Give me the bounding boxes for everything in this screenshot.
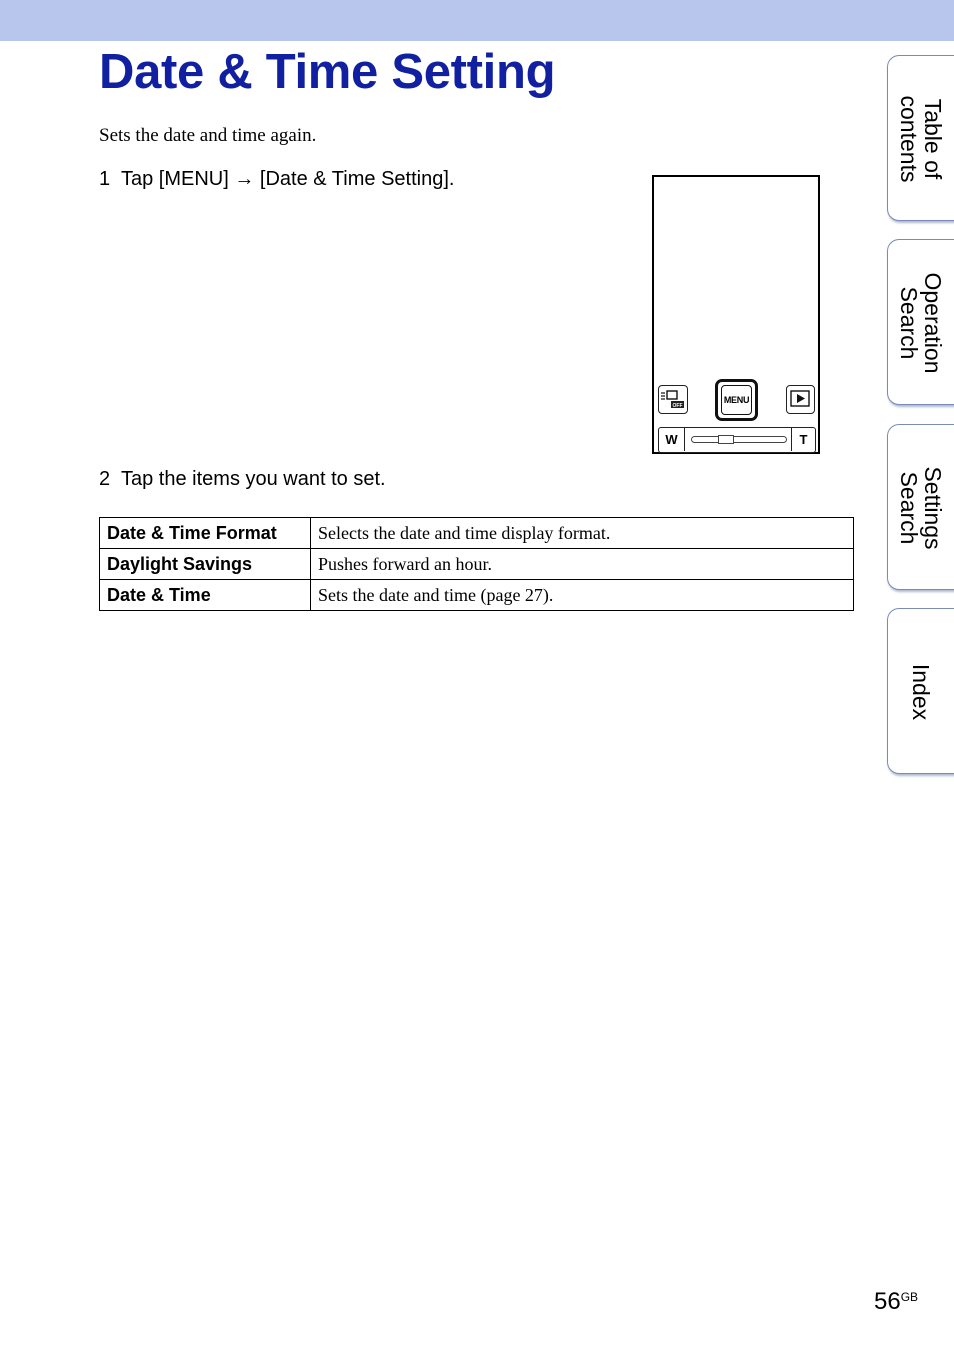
table-row xyxy=(100,549,854,580)
zoom-knob[interactable] xyxy=(718,435,734,444)
step-text: Tap the items you want to set. xyxy=(121,468,386,490)
zoom-track xyxy=(691,436,787,443)
display-off-badge: OFF xyxy=(672,403,683,409)
tab-label-line: Search xyxy=(896,471,922,545)
step-text: Tap [MENU] → [Date & Time Setting]. xyxy=(121,168,455,190)
settings-table xyxy=(99,517,854,611)
tab-operation-search[interactable] xyxy=(887,239,954,405)
table-item: Date & Time Format xyxy=(100,518,311,549)
table-desc: Selects the date and time display format. xyxy=(311,518,854,549)
page-title: Date & Time Setting xyxy=(99,45,556,99)
tab-table-of-contents[interactable] xyxy=(887,55,954,221)
intro-text: Sets the date and time again. xyxy=(99,125,317,146)
step-number: 1 xyxy=(99,168,111,190)
tab-settings-search[interactable] xyxy=(887,424,954,590)
page-number-suffix: GB xyxy=(900,1290,919,1304)
display-setting-icon xyxy=(658,385,688,414)
tab-label-line: Index xyxy=(908,663,934,721)
tab-index[interactable] xyxy=(887,608,954,774)
playback-button[interactable] xyxy=(786,385,815,414)
step-number: 2 xyxy=(99,468,111,490)
table-item: Date & Time xyxy=(100,580,311,611)
table-item: Daylight Savings xyxy=(100,549,311,580)
tab-label-line: Operation xyxy=(920,272,946,374)
zoom-tele-label: T xyxy=(791,428,815,451)
zoom-wide-label: W xyxy=(659,428,685,451)
page-number xyxy=(874,1288,918,1316)
step-2 xyxy=(99,468,386,491)
page-number-value: 56 xyxy=(874,1288,901,1315)
tab-label-line: Table of xyxy=(920,98,946,180)
step-1 xyxy=(99,168,454,191)
menu-button[interactable] xyxy=(715,379,758,421)
tab-label-line: contents xyxy=(896,95,922,183)
table-row xyxy=(100,518,854,549)
header-band xyxy=(0,0,954,41)
zoom-lever[interactable] xyxy=(658,427,816,453)
tab-label-line: Settings xyxy=(920,466,946,550)
menu-button-label: MENU xyxy=(721,385,752,415)
table-desc: Sets the date and time (page 27). xyxy=(311,580,854,611)
tab-label-line: Search xyxy=(896,286,922,360)
play-icon xyxy=(787,386,813,412)
table-desc: Pushes forward an hour. xyxy=(311,549,854,580)
camera-screen-illustration xyxy=(652,175,820,454)
table-row xyxy=(100,580,854,611)
